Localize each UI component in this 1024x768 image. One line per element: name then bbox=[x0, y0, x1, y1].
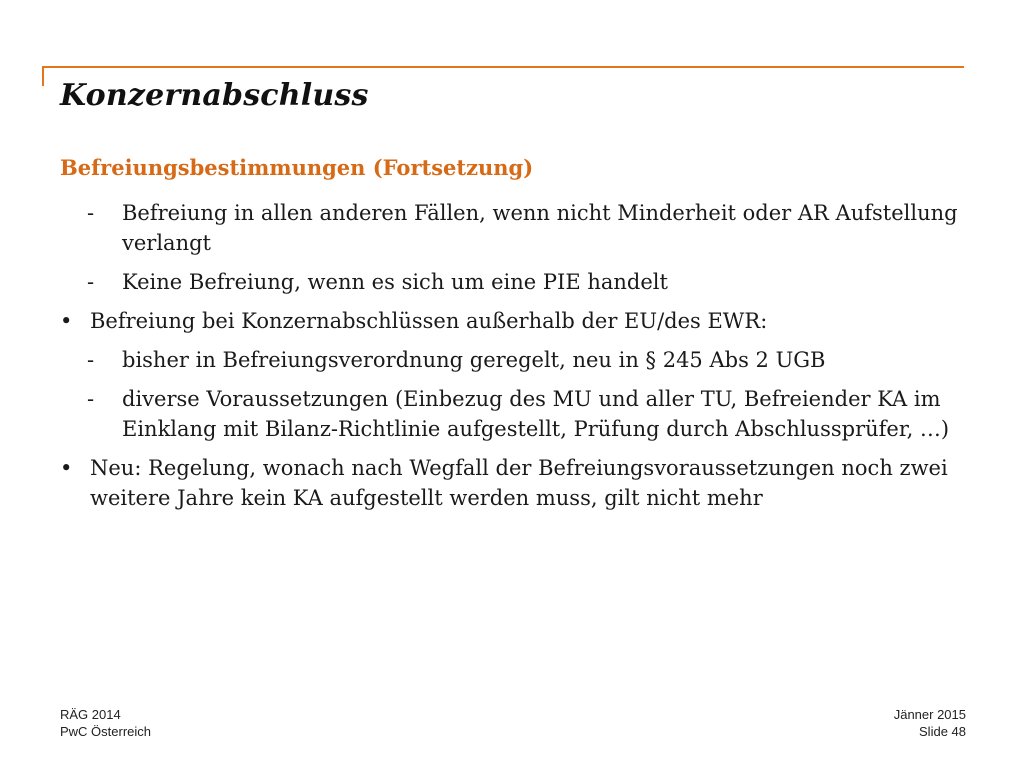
dash-marker: - bbox=[87, 270, 95, 294]
list-item bbox=[60, 384, 970, 444]
footer-company: PwC Österreich bbox=[60, 724, 152, 739]
header-corner-mark bbox=[42, 66, 44, 86]
list-item-text: diverse Voraussetzungen (Einbezug des MU und aller TU, Befreiender KA im Einklang mit Bilanz-Richtlinie aufgestellt, Prüfung durch Abschlussprüfer, …) bbox=[122, 387, 950, 441]
dash-marker: - bbox=[87, 201, 95, 225]
footer-slide-number: Slide 48 bbox=[919, 724, 966, 739]
dash-marker: - bbox=[87, 348, 95, 372]
footer-date: Jänner 2015 bbox=[893, 707, 966, 722]
list-item-text: Befreiung in allen anderen Fällen, wenn nicht Minderheit oder AR Aufstellung verlangt bbox=[122, 201, 958, 255]
list-item bbox=[60, 198, 970, 258]
list-item-text: bisher in Befreiungsverordnung geregelt, neu in § 245 Abs 2 UGB bbox=[122, 348, 826, 372]
dash-marker: - bbox=[87, 387, 95, 411]
bullet-marker: • bbox=[60, 456, 73, 480]
slide-title: Konzernabschluss bbox=[60, 78, 369, 113]
footer-right bbox=[894, 706, 966, 740]
list-item-text: Befreiung bei Konzernabschlüssen außerhalb der EU/des EWR: bbox=[90, 309, 768, 333]
slide-content bbox=[60, 198, 970, 522]
list-item bbox=[60, 453, 970, 513]
slide-subtitle: Befreiungsbestimmungen (Fortsetzung) bbox=[60, 155, 534, 180]
list-item-text: Neu: Regelung, wonach nach Wegfall der Befreiungsvoraussetzungen noch zwei weitere Jahre kein KA aufgestellt werden muss, gilt nicht mehr bbox=[90, 456, 948, 510]
list-item bbox=[60, 306, 970, 336]
bullet-marker: • bbox=[60, 309, 73, 333]
list-item-text: Keine Befreiung, wenn es sich um eine PIE handelt bbox=[122, 270, 668, 294]
header-rule-line bbox=[42, 66, 964, 68]
list-item bbox=[60, 345, 970, 375]
footer-left bbox=[60, 706, 151, 740]
list-item bbox=[60, 267, 970, 297]
footer-topic: RÄG 2014 bbox=[60, 707, 121, 722]
